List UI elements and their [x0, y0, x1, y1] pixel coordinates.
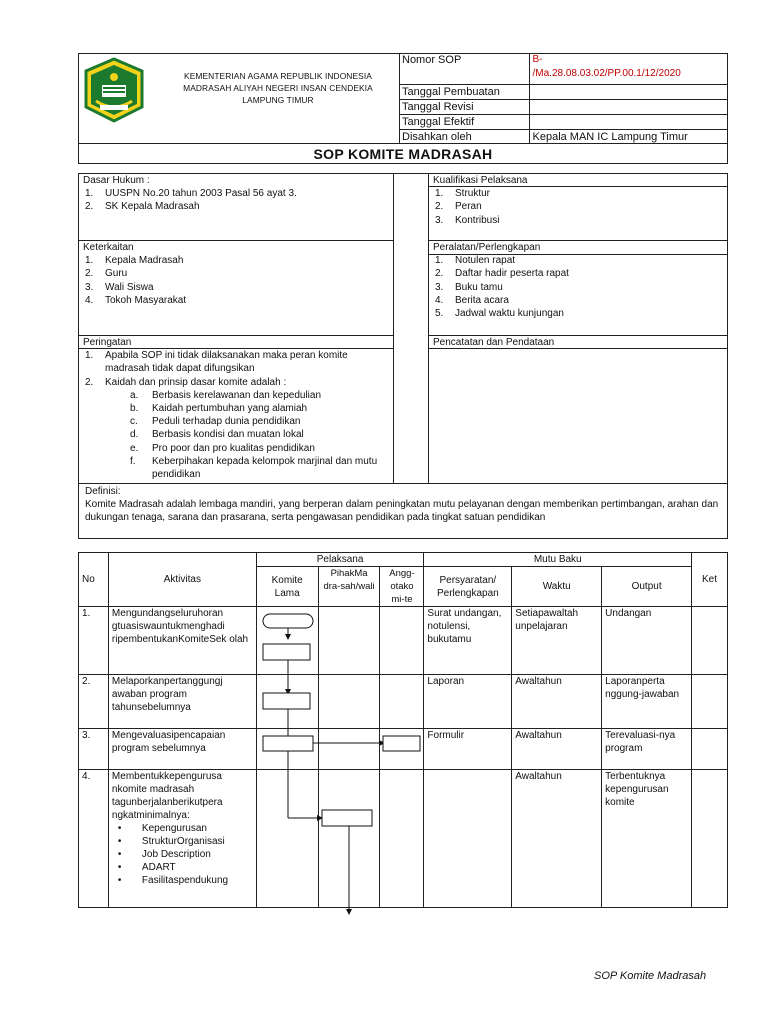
row-no: 4. [79, 770, 109, 908]
row-waktu: Awaltahun [512, 675, 602, 729]
header-output: Output [602, 567, 692, 607]
list-item: 2. Guru [85, 268, 128, 280]
header-anggota-komite: Angg-otako mi-te [380, 567, 424, 607]
list-item: 5. Jadwal waktu kunjungan [435, 308, 564, 320]
header-persyaratan: Persyaratan/ Perlengkapan [424, 567, 512, 607]
header-aktivitas: Aktivitas [108, 553, 256, 607]
row-output: Undangan [602, 607, 692, 675]
sublist-item: e. Pro poor dan pro kualitas pendidikan [130, 442, 315, 454]
flow-start-terminator [263, 614, 313, 628]
row-persyaratan: Surat undangan, notulensi, bukutamu [424, 607, 512, 675]
meta-label-nomor: Nomor SOP [399, 53, 529, 84]
list-item: 1. Notulen rapat [435, 255, 516, 267]
row-aktivitas-text: Membentukkepengurusa nkomite madrasah tagunberjalanberikutpera ngkatminimalnya: [111, 771, 223, 821]
row-aktivitas: Mengundangseluruhoran gtuasiswauntukmenghadi ripembentukanKomiteSek olah [108, 607, 256, 675]
flow-process-1 [263, 644, 310, 660]
sublist-item: b. Kaidah pertumbuhan yang alamiah [130, 403, 308, 415]
header-mutu-baku: Mutu Baku [424, 553, 692, 567]
list-item: 4. Tokoh Masyarakat [85, 294, 187, 306]
row-no: 3. [79, 729, 109, 770]
bullet-item: • Fasilitaspendukung [112, 874, 253, 887]
list-item: 1. Struktur [435, 188, 491, 200]
row-persyaratan: Laporan [424, 675, 512, 729]
bullet-item: • ADART [112, 861, 253, 874]
definisi-title: Definisi: [85, 486, 121, 497]
org-line-1: KEMENTERIAN AGAMA REPUBLIK INDONESIA [184, 71, 372, 81]
kualifikasi-title: Kualifikasi Pelaksana [433, 175, 528, 186]
header-pelaksana: Pelaksana [256, 553, 424, 567]
keterkaitan-title: Keterkaitan [83, 242, 134, 253]
flow-process-5 [322, 810, 372, 826]
list-item: 3. Buku tamu [435, 281, 503, 293]
list-item: 1. Apabila SOP ini tidak dilaksanakan maka peran komite madrasah tidak dapat difungsikan [85, 350, 348, 375]
row-no: 2. [79, 675, 109, 729]
meta-label-pembuatan: Tanggal Pembuatan [399, 84, 529, 99]
meta-label-revisi: Tanggal Revisi [399, 99, 529, 114]
row-aktivitas: Melaporkanpertanggungj awaban program tahunsebelumnya [108, 675, 256, 729]
bullet-item: • Job Description [112, 848, 253, 861]
header-waktu: Waktu [512, 567, 602, 607]
sublist-item: f. Keberpihakan kepada kelompok marjinal dan mutu pendidikan [130, 455, 378, 481]
row-aktivitas: Mengevaluasipencapaian program sebelumnya [108, 729, 256, 770]
sublist-item: c. Peduli terhadap dunia pendidikan [130, 416, 301, 428]
list-item: 1. UUSPN No.20 tahun 2003 Pasal 56 ayat 3. [85, 188, 297, 200]
list-item: 1. Kepala Madrasah [85, 255, 184, 267]
flow-process-3 [263, 736, 313, 751]
bullet-item: • StrukturOrganisasi [112, 835, 253, 848]
row-waktu: Setiapawaltah unpelajaran [512, 607, 602, 675]
meta-label-efektif: Tanggal Efektif [399, 114, 529, 129]
header-ket: Ket [692, 553, 728, 607]
meta-value-disahkan: Kepala MAN IC Lampung Timur [529, 129, 728, 144]
row-no: 1. [79, 607, 109, 675]
page-footer: SOP Komite Madrasah [594, 970, 707, 982]
peralatan-title: Peralatan/Perlengkapan [433, 242, 541, 253]
pencatatan-title: Pencatatan dan Pendataan [433, 337, 555, 348]
dasar-hukum-title: Dasar Hukum : [83, 175, 150, 186]
list-item: 2. Kaidah dan prinsip dasar komite adalah : [85, 376, 287, 388]
peringatan-title: Peringatan [83, 337, 132, 348]
bullet-item: • Kepengurusan [112, 822, 253, 835]
sublist-item: a. Berbasis kerelawanan dan kepedulian [130, 389, 322, 401]
sublist-item: d. Berbasis kondisi dan muatan lokal [130, 429, 304, 441]
row-output: Terbentuknya kepengurusan komite [602, 770, 692, 908]
list-item: 2. Peran [435, 201, 482, 213]
list-item: 2. SK Kepala Madrasah [85, 201, 200, 213]
row-waktu: Awaltahun [512, 770, 602, 908]
org-line-3: LAMPUNG TIMUR [242, 95, 314, 105]
meta-label-disahkan: Disahkan oleh [399, 129, 529, 144]
flow-process-4 [383, 736, 420, 751]
list-item: 2. Daftar hadir peserta rapat [435, 268, 569, 280]
header-pihak-madrasah: PihakMa dra-sah/wali [318, 567, 380, 607]
definisi-text: Komite Madrasah adalah lembaga mandiri, yang berperan dalam peningkatan mutu pelayanan dengan memberikan pertimbangan, arahan dan dukungan tenaga, sarana dan prasarana, serta pengawasan pendidikan pada tingkat satuan pendidikan [85, 499, 719, 524]
row-output: Terevaluasi-nya program [602, 729, 692, 770]
document-title: SOP KOMITE MADRASAH [313, 146, 493, 162]
org-line-2: MADRASAH ALIYAH NEGERI INSAN CENDEKIA [183, 83, 373, 93]
list-item: 4. Berita acara [435, 294, 509, 306]
header-no: No [79, 553, 109, 607]
row-persyaratan: Formulir [424, 729, 512, 770]
header-komite-lama: Komite Lama [256, 567, 318, 607]
row-waktu: Awaltahun [512, 729, 602, 770]
meta-value-nomor: B- /Ma.28.08.03.02/PP.00.1/12/2020 [529, 53, 728, 84]
flow-process-2 [263, 693, 310, 709]
list-item: 3. Kontribusi [435, 214, 500, 226]
list-item: 3. Wali Siswa [85, 281, 154, 293]
row-output: Laporanperta nggung-jawaban [602, 675, 692, 729]
